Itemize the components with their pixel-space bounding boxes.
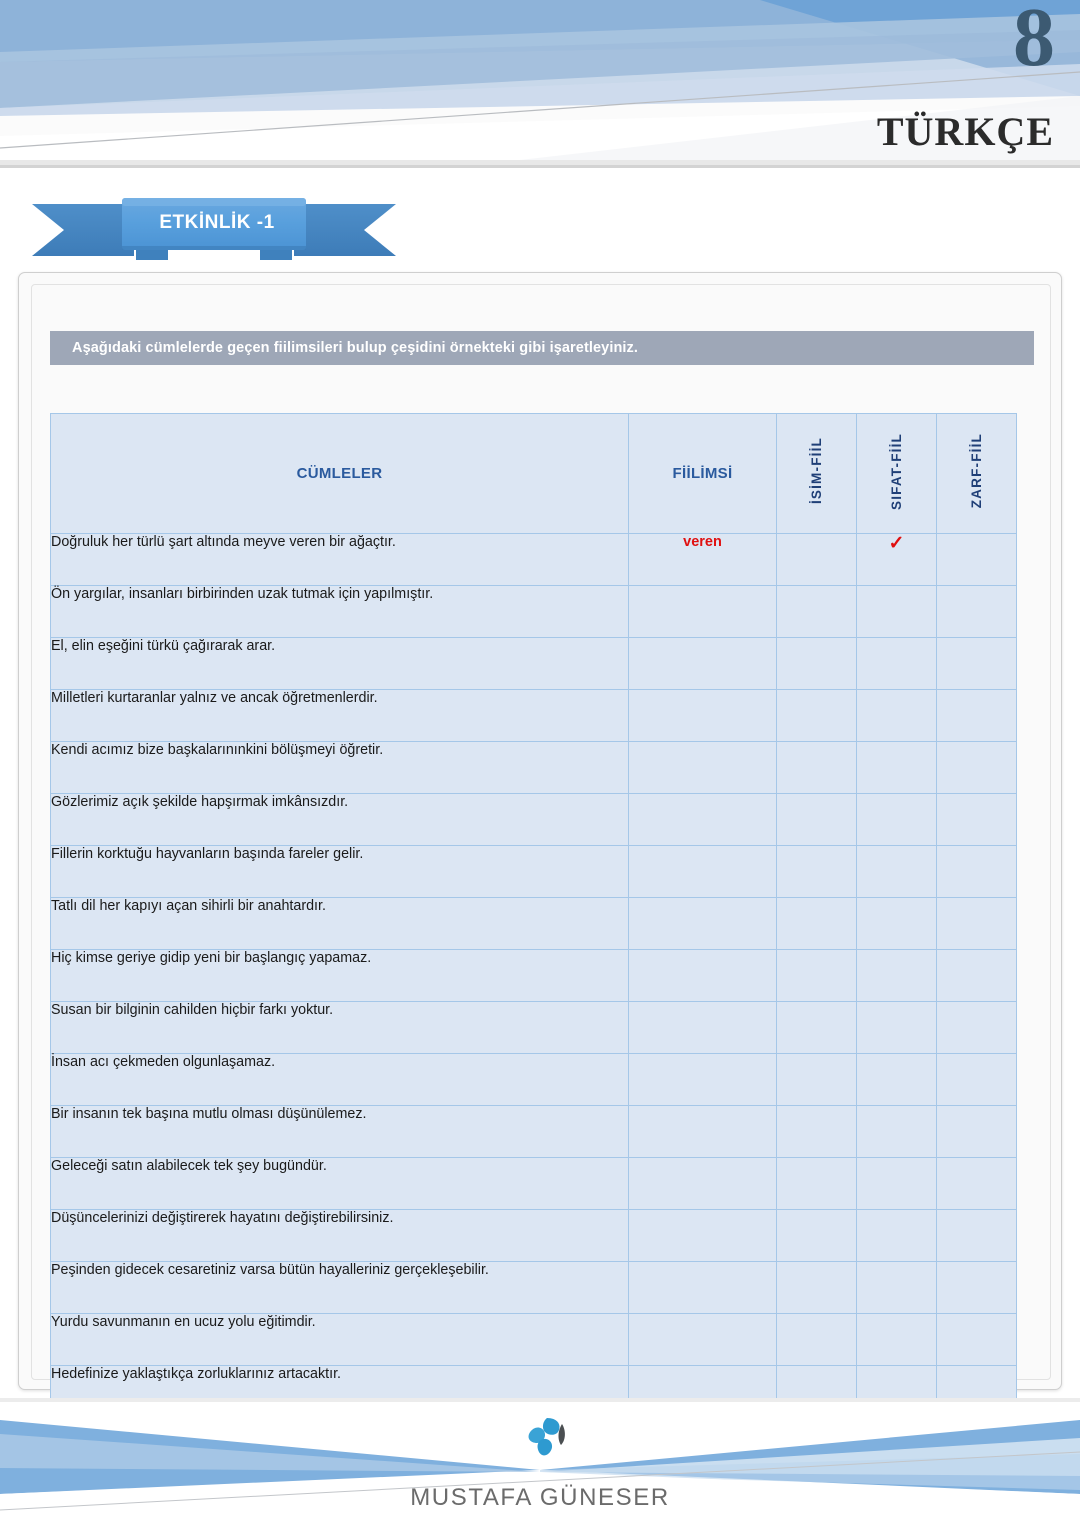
- sentence-cell: Hedefinize yaklaştıkça zorluklarınız artacaktır.: [51, 1366, 629, 1418]
- fiilimsi-answer-cell[interactable]: [629, 950, 777, 1002]
- table-row: [51, 1054, 1017, 1106]
- fiilimsi-answer-cell[interactable]: [629, 1314, 777, 1366]
- sentence-cell: Gözlerimiz açık şekilde hapşırmak imkânsızdır.: [51, 794, 629, 846]
- table-row: [51, 690, 1017, 742]
- sentence-cell: Hiç kimse geriye gidip yeni bir başlangıç yapamaz.: [51, 950, 629, 1002]
- column-header-isim-fiil: [777, 414, 857, 534]
- subject-title: TÜRKÇE: [876, 109, 1054, 154]
- isim-fiil-checkbox-cell[interactable]: [777, 1314, 857, 1366]
- isim-fiil-checkbox-cell[interactable]: [777, 950, 857, 1002]
- table-row: [51, 586, 1017, 638]
- fiilimsi-answer-cell[interactable]: [629, 1158, 777, 1210]
- isim-fiil-checkbox-cell[interactable]: [777, 846, 857, 898]
- sifat-fiil-checkbox-cell[interactable]: [857, 638, 937, 690]
- table-row: [51, 1158, 1017, 1210]
- isim-fiil-checkbox-cell[interactable]: [777, 1262, 857, 1314]
- fiilimsi-answer-cell[interactable]: [629, 742, 777, 794]
- column-header-sentences-label: CÜMLELER: [296, 465, 383, 482]
- sentence-cell: Ön yargılar, insanları birbirinden uzak tutmak için yapılmıştır.: [51, 586, 629, 638]
- isim-fiil-checkbox-cell[interactable]: [777, 1210, 857, 1262]
- fiilimsi-answer-cell[interactable]: [629, 1106, 777, 1158]
- zarf-fiil-checkbox-cell[interactable]: [937, 586, 1017, 638]
- sentence-cell: Bir insanın tek başına mutlu olması düşünülemez.: [51, 1106, 629, 1158]
- sentence-cell: El, elin eşeğini türkü çağırarak arar.: [51, 638, 629, 690]
- table-body: [51, 534, 1017, 1418]
- isim-fiil-checkbox-cell[interactable]: [777, 638, 857, 690]
- zarf-fiil-checkbox-cell[interactable]: [937, 1314, 1017, 1366]
- table-row: [51, 1210, 1017, 1262]
- isim-fiil-checkbox-cell[interactable]: [777, 690, 857, 742]
- table-row: [51, 742, 1017, 794]
- zarf-fiil-checkbox-cell[interactable]: [937, 898, 1017, 950]
- zarf-fiil-checkbox-cell[interactable]: [937, 794, 1017, 846]
- fiilimsi-answer-cell[interactable]: [629, 1210, 777, 1262]
- page-footer: [0, 1398, 1080, 1527]
- column-header-fiilimsi: [629, 414, 777, 534]
- table-row: [51, 1314, 1017, 1366]
- table-row: [51, 534, 1017, 586]
- sentence-cell: Tatlı dil her kapıyı açan sihirli bir anahtardır.: [51, 898, 629, 950]
- zarf-fiil-checkbox-cell[interactable]: [937, 638, 1017, 690]
- sifat-fiil-checkbox-cell[interactable]: [857, 1210, 937, 1262]
- zarf-fiil-checkbox-cell[interactable]: [937, 534, 1017, 586]
- sifat-fiil-checkbox-cell[interactable]: [857, 898, 937, 950]
- sifat-fiil-checkbox-cell[interactable]: [857, 1262, 937, 1314]
- sentence-cell: Fillerin korktuğu hayvanların başında fareler gelir.: [51, 846, 629, 898]
- worksheet-card-inner: [31, 284, 1051, 1380]
- zarf-fiil-checkbox-cell[interactable]: [937, 950, 1017, 1002]
- table-row: [51, 638, 1017, 690]
- fiilimsi-answer-cell[interactable]: [629, 1002, 777, 1054]
- zarf-fiil-checkbox-cell[interactable]: [937, 690, 1017, 742]
- sifat-fiil-checkbox-cell[interactable]: [857, 1002, 937, 1054]
- table-row: [51, 1106, 1017, 1158]
- sentence-cell: Peşinden gidecek cesaretiniz varsa bütün hayalleriniz gerçekleşebilir.: [51, 1262, 629, 1314]
- fiilimsi-answer-cell[interactable]: [629, 846, 777, 898]
- zarf-fiil-checkbox-cell[interactable]: [937, 742, 1017, 794]
- sifat-fiil-checkbox-cell[interactable]: [857, 1314, 937, 1366]
- sifat-fiil-checkbox-cell[interactable]: [857, 586, 937, 638]
- page-header: [0, 0, 1080, 172]
- sentence-cell: Kendi acımız bize başkalarınınkini bölüşmeyi öğretir.: [51, 742, 629, 794]
- fiilimsi-answer-cell[interactable]: [629, 586, 777, 638]
- fiilimsi-answer-cell[interactable]: [629, 898, 777, 950]
- column-header-sifat-fiil: [857, 414, 937, 534]
- sentence-cell: İnsan acı çekmeden olgunlaşamaz.: [51, 1054, 629, 1106]
- fiilimsi-answer-cell[interactable]: [629, 1054, 777, 1106]
- fiilimsi-answer-cell[interactable]: [629, 794, 777, 846]
- table-row: [51, 846, 1017, 898]
- worksheet-card: [18, 272, 1062, 1390]
- sifat-fiil-checkbox-cell[interactable]: [857, 950, 937, 1002]
- sifat-fiil-checkbox-cell[interactable]: [857, 534, 937, 586]
- ribbon-label: ETKİNLİK -1: [159, 212, 275, 233]
- fiilimsi-answer-cell[interactable]: [629, 1262, 777, 1314]
- zarf-fiil-checkbox-cell[interactable]: [937, 1106, 1017, 1158]
- zarf-fiil-checkbox-cell[interactable]: [937, 1002, 1017, 1054]
- isim-fiil-checkbox-cell[interactable]: [777, 534, 857, 586]
- sentence-cell: Milletleri kurtaranlar yalnız ve ancak öğretmenlerdir.: [51, 690, 629, 742]
- brand-name: MUSTAFA GÜNESER: [410, 1484, 670, 1511]
- zarf-fiil-checkbox-cell[interactable]: [937, 1054, 1017, 1106]
- sifat-fiil-checkbox-cell[interactable]: [857, 846, 937, 898]
- sentence-cell: Geleceği satın alabilecek tek şey bugündür.: [51, 1158, 629, 1210]
- exercise-table-wrapper: [50, 413, 1016, 1418]
- zarf-fiil-checkbox-cell[interactable]: [937, 1262, 1017, 1314]
- column-header-isim-fiil-label: İSİM-FİİL: [809, 437, 824, 505]
- column-header-zarf-fiil: [937, 414, 1017, 534]
- zarf-fiil-checkbox-cell[interactable]: [937, 1158, 1017, 1210]
- page-number: 8: [1013, 0, 1054, 84]
- zarf-fiil-checkbox-cell[interactable]: [937, 846, 1017, 898]
- column-header-sifat-fiil-label: SIFAT-FİİL: [889, 432, 904, 510]
- sentence-cell: Düşüncelerinizi değiştirerek hayatını değiştirebilirsiniz.: [51, 1210, 629, 1262]
- fiilimsi-answer-cell[interactable]: [629, 638, 777, 690]
- table-row: [51, 898, 1017, 950]
- column-header-fiilimsi-label: FİİLİMSİ: [672, 465, 733, 482]
- table-row: [51, 1262, 1017, 1314]
- isim-fiil-checkbox-cell[interactable]: [777, 1158, 857, 1210]
- sifat-fiil-checkbox-cell[interactable]: [857, 1106, 937, 1158]
- table-header-row: [51, 414, 1017, 534]
- sentence-cell: Susan bir bilginin cahilden hiçbir farkı yoktur.: [51, 1002, 629, 1054]
- sifat-fiil-checkbox-cell[interactable]: [857, 690, 937, 742]
- sifat-fiil-checkbox-cell[interactable]: [857, 794, 937, 846]
- sifat-fiil-checkbox-cell[interactable]: [857, 1158, 937, 1210]
- check-icon: ✓: [888, 533, 905, 554]
- isim-fiil-checkbox-cell[interactable]: [777, 1054, 857, 1106]
- sentence-cell: Doğruluk her türlü şart altında meyve veren bir ağaçtır.: [51, 534, 629, 586]
- isim-fiil-checkbox-cell[interactable]: [777, 898, 857, 950]
- table-row: [51, 794, 1017, 846]
- sentence-cell: Yurdu savunmanın en ucuz yolu eğitimdir.: [51, 1314, 629, 1366]
- zarf-fiil-checkbox-cell[interactable]: [937, 1210, 1017, 1262]
- sifat-fiil-checkbox-cell[interactable]: [857, 742, 937, 794]
- instruction-bar: [50, 331, 1034, 365]
- exercise-table: [50, 413, 1017, 1418]
- fiilimsi-answer-cell[interactable]: [629, 690, 777, 742]
- column-header-sentences: [51, 414, 629, 534]
- isim-fiil-checkbox-cell[interactable]: [777, 794, 857, 846]
- isim-fiil-checkbox-cell[interactable]: [777, 742, 857, 794]
- fiilimsi-answer-cell[interactable]: veren: [629, 534, 777, 586]
- brand-logo-icon: [516, 1412, 578, 1474]
- sifat-fiil-checkbox-cell[interactable]: [857, 1054, 937, 1106]
- isim-fiil-checkbox-cell[interactable]: [777, 586, 857, 638]
- instruction-text: Aşağıdaki cümlelerde geçen fiilimsileri bulup çeşidini örnekteki gibi işaretleyiniz.: [72, 340, 639, 356]
- activity-ribbon: [24, 186, 404, 264]
- column-header-zarf-fiil-label: ZARF-FİİL: [969, 433, 984, 509]
- isim-fiil-checkbox-cell[interactable]: [777, 1002, 857, 1054]
- table-row: [51, 950, 1017, 1002]
- isim-fiil-checkbox-cell[interactable]: [777, 1106, 857, 1158]
- table-row: [51, 1002, 1017, 1054]
